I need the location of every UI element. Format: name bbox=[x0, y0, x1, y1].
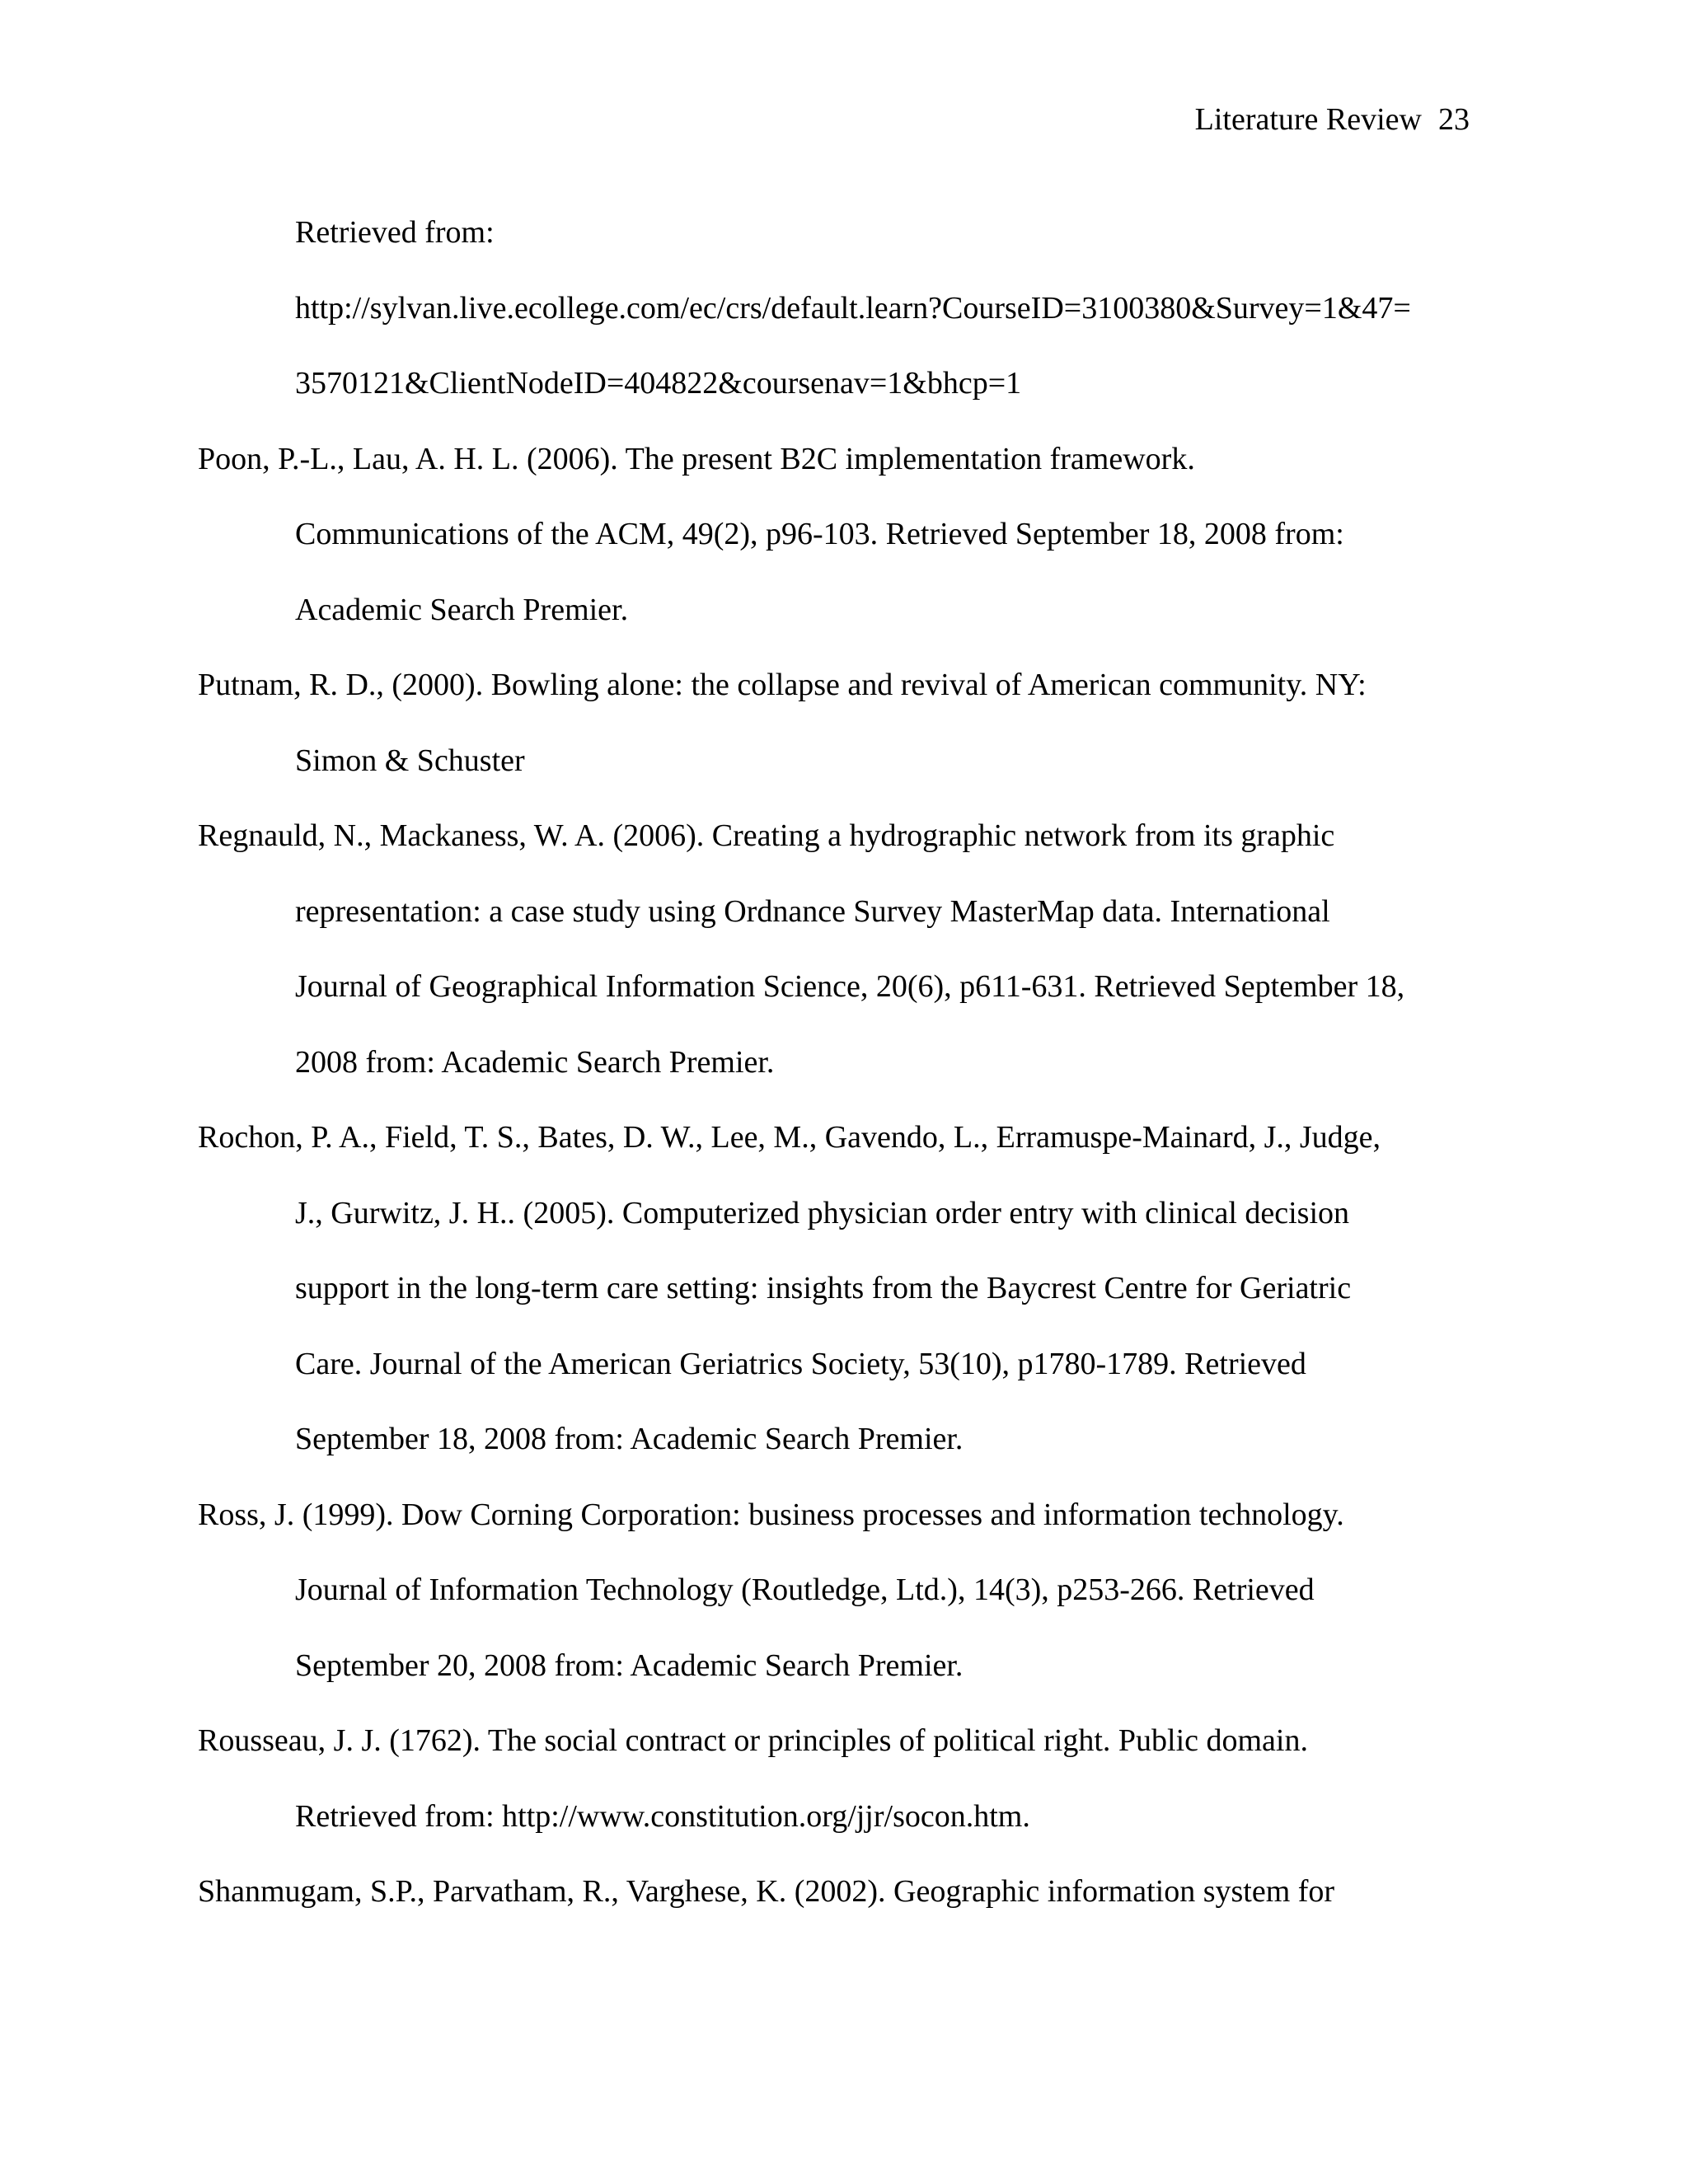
reference-url-line: http://sylvan.live.ecollege.com/ec/crs/default.learn?CourseID=3100380&Survey=1&47= bbox=[295, 290, 1411, 326]
reference-entry-continuation bbox=[198, 195, 1484, 422]
reference-first-line: Rousseau, J. J. (1762). The social contract or principles of political right. Public domain. bbox=[198, 1723, 1308, 1758]
reference-entry-shanmugam bbox=[198, 1854, 1484, 1930]
reference-first-line: Rochon, P. A., Field, T. S., Bates, D. W., Lee, M., Gavendo, L., Erramuspe-Mainard, J., Judge, bbox=[198, 1120, 1381, 1155]
reference-first-line: Poon, P.-L., Lau, A. H. L. (2006). The present B2C implementation framework. bbox=[198, 441, 1195, 476]
reference-line: representation: a case study using Ordnance Survey MasterMap data. International bbox=[295, 893, 1330, 929]
reference-line: Retrieved from: http://www.constitution.org/jjr/socon.htm. bbox=[295, 1798, 1030, 1834]
reference-line: support in the long-term care setting: insights from the Baycrest Centre for Geriatric bbox=[295, 1271, 1352, 1305]
reference-list bbox=[198, 195, 1484, 1930]
reference-first-line: Putnam, R. D., (2000). Bowling alone: the collapse and revival of American community. NY: bbox=[198, 668, 1367, 702]
reference-line: September 18, 2008 from: Academic Search Premier. bbox=[295, 1422, 964, 1456]
reference-line: Care. Journal of the American Geriatrics Society, 53(10), p1780-1789. Retrieved bbox=[295, 1346, 1306, 1381]
reference-entry-regnauld bbox=[198, 799, 1484, 1100]
reference-entry-ross bbox=[198, 1478, 1484, 1704]
reference-first-line: Shanmugam, S.P., Parvatham, R., Varghese, K. (2002). Geographic information system for bbox=[198, 1874, 1335, 1909]
reference-first-line: Regnauld, N., Mackaness, W. A. (2006). Creating a hydrographic network from its graphic bbox=[198, 818, 1335, 853]
reference-line: Journal of Geographical Information Science, 20(6), p611-631. Retrieved September 18, bbox=[295, 969, 1405, 1004]
reference-line: Retrieved from: bbox=[295, 215, 495, 250]
reference-entry-rousseau bbox=[198, 1704, 1484, 1854]
reference-line: J., Gurwitz, J. H.. (2005). Computerized physician order entry with clinical decision bbox=[295, 1195, 1350, 1230]
reference-line: Communications of the ACM, 49(2), p96-103. Retrieved September 18, 2008 from: bbox=[295, 517, 1344, 551]
reference-first-line: Ross, J. (1999). Dow Corning Corporation: business processes and information technology. bbox=[198, 1497, 1344, 1532]
running-head-title: Literature Review bbox=[1194, 102, 1422, 137]
reference-line: Journal of Information Technology (Routledge, Ltd.), 14(3), p253-266. Retrieved bbox=[295, 1572, 1315, 1607]
reference-url-line: 3570121&ClientNodeID=404822&coursenav=1&bhcp=1 bbox=[295, 366, 1022, 401]
reference-entry-rochon bbox=[198, 1100, 1484, 1478]
reference-line: Simon & Schuster bbox=[295, 743, 525, 778]
reference-entry-poon bbox=[198, 422, 1484, 649]
reference-entry-putnam bbox=[198, 648, 1484, 799]
page-number: 23 bbox=[1438, 102, 1470, 137]
reference-line: September 20, 2008 from: Academic Search Premier. bbox=[295, 1647, 964, 1683]
reference-line: 2008 from: Academic Search Premier. bbox=[295, 1044, 775, 1080]
reference-line: Academic Search Premier. bbox=[295, 592, 629, 627]
running-head bbox=[1195, 97, 1470, 142]
